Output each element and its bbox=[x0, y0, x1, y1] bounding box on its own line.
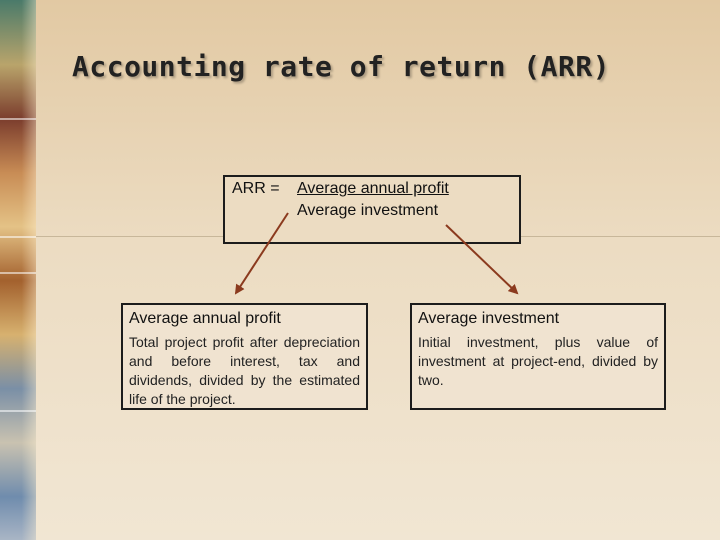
formula-denominator: Average investment bbox=[297, 202, 439, 219]
profit-card-body: Total project profit after depreciation and before interest, tax and dividends, divided by the estimated life of the project. bbox=[129, 334, 360, 407]
investment-definition-card bbox=[410, 303, 666, 410]
arrow-to-investment-card bbox=[446, 225, 517, 293]
investment-card-heading: Average investment bbox=[418, 310, 560, 327]
investment-card-body: Initial investment, plus value of investment at project-end, divided by two. bbox=[418, 334, 658, 388]
formula-numerator: Average annual profit bbox=[297, 180, 449, 197]
formula-lhs: ARR = bbox=[232, 180, 280, 197]
profit-card-heading: Average annual profit bbox=[129, 310, 281, 327]
slide-title: Accounting rate of return (ARR) bbox=[72, 50, 611, 83]
profit-definition-card bbox=[121, 303, 368, 410]
arrow-to-profit-card bbox=[236, 213, 288, 293]
